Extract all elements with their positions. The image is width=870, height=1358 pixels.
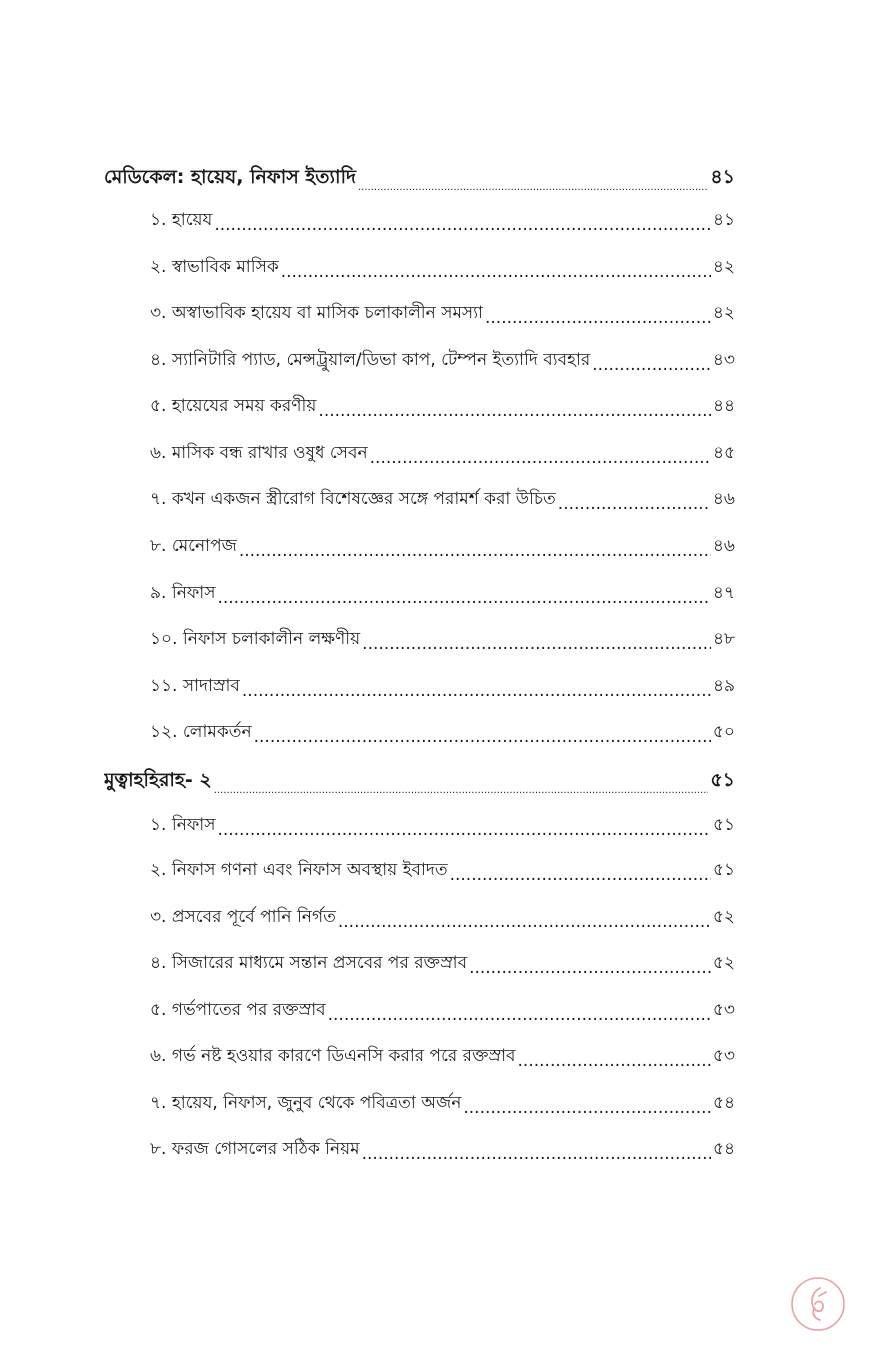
page-number: ৪৫: [712, 443, 735, 463]
page-number: ৫২: [712, 907, 735, 927]
toc-entry[interactable]: [150, 857, 735, 885]
toc-entry[interactable]: [150, 626, 735, 654]
dot-leader: [239, 541, 711, 561]
toc-entry[interactable]: [150, 254, 735, 282]
publisher-logo-icon: [790, 1276, 846, 1332]
page-number: ৫৩: [712, 1000, 735, 1020]
dot-leader: [281, 262, 711, 282]
page-number: ৪১: [710, 166, 735, 188]
entry-title: ৯. নিফাস: [150, 583, 216, 603]
dot-leader: [338, 912, 711, 932]
page-number: ৫০: [712, 722, 735, 742]
page-number: ৪২: [712, 257, 735, 277]
page-number: ৪১: [712, 210, 735, 230]
dot-leader: [214, 784, 709, 798]
entry-title: ৮. মেনোপজ: [150, 536, 237, 556]
entry-title: ৭. হায়েয, নিফাস, জুনুব থেকে পবিত্রতা অর্জন: [150, 1093, 462, 1113]
entry-title: ৩. প্রসবের পূর্বে পানি নির্গত: [150, 907, 336, 927]
toc-entry[interactable]: [150, 997, 735, 1025]
dot-leader: [217, 588, 710, 608]
entry-title: ২. স্বাভাবিক মাসিক: [150, 257, 279, 277]
entry-title: ৬. গর্ভ নষ্ট হওয়ার কারণে ডিএনসি করার পরে রক্তস্রাব: [150, 1046, 516, 1066]
toc-entry[interactable]: [150, 533, 735, 561]
dot-leader: [217, 820, 711, 840]
toc-entry[interactable]: [150, 300, 735, 328]
page-number: ৪৬: [712, 489, 735, 509]
dot-leader: [450, 865, 711, 885]
entry-title: ৪. স্যানিটারি প্যাড, মেন্সট্রুয়াল/ডিভা কাপ, টেম্পন ইত্যাদি ব্যবহার: [150, 350, 591, 370]
dot-leader: [362, 1144, 711, 1164]
page-number: ৪৯: [712, 676, 735, 696]
entry-title: ৪. সিজারের মাধ্যমে সন্তান প্রসবের পর রক্তস্রাব: [150, 953, 468, 973]
dot-leader: [558, 494, 711, 514]
page-number: ৪৩: [712, 350, 735, 370]
toc-entry[interactable]: [150, 1090, 735, 1118]
dot-leader: [318, 401, 711, 421]
dot-leader: [214, 215, 711, 235]
dot-leader: [485, 308, 711, 328]
page-number: ৪৬: [712, 536, 735, 556]
section-title: মুত্বাহহিরাহ- ২: [104, 769, 212, 791]
entry-title: ৭. কখন একজন স্ত্রীরোগ বিশেষজ্ঞের সঙ্গে পরামর্শ করা উচিত: [150, 489, 556, 509]
page-number: ৫১: [712, 815, 735, 835]
page-number: ৪৭: [712, 583, 735, 603]
entry-title: ১২. লোমকর্তন: [150, 722, 252, 742]
entry-title: ৫. গর্ভপাতের পর রক্তস্রাব: [150, 1000, 326, 1020]
toc-entry[interactable]: [150, 1043, 735, 1071]
dot-leader: [242, 681, 711, 701]
toc-entry[interactable]: [150, 207, 735, 235]
entry-title: ২. নিফাস গণনা এবং নিফাস অবস্থায় ইবাদত: [150, 860, 448, 880]
dot-leader: [469, 958, 711, 978]
page-number: ৫১: [712, 860, 735, 880]
entry-title: ৬. মাসিক বন্ধ রাখার ওষুধ সেবন: [150, 443, 368, 463]
page-number: ৪২: [712, 303, 735, 323]
toc-entry[interactable]: [150, 393, 735, 421]
dot-leader: [370, 448, 711, 468]
toc-entry[interactable]: [150, 812, 735, 840]
page-number: ৫১: [710, 769, 735, 791]
toc-entry[interactable]: [150, 904, 735, 932]
toc-entry[interactable]: [150, 719, 735, 747]
page-number: ৪৮: [712, 629, 735, 649]
entry-title: ৮. ফরজ গোসলের সঠিক নিয়ম: [150, 1139, 360, 1159]
entry-title: ৫. হায়েযের সময় করণীয়: [150, 396, 317, 416]
dot-leader: [254, 727, 711, 747]
toc-section-heading[interactable]: [104, 163, 735, 195]
page-number: ৪৪: [712, 396, 735, 416]
page-number: ৫২: [712, 953, 735, 973]
dot-leader: [463, 1098, 711, 1118]
page-number: ৫৪: [712, 1139, 735, 1159]
toc-entry[interactable]: [150, 486, 735, 514]
toc-entry[interactable]: [150, 440, 735, 468]
entry-title: ৩. অস্বাভাবিক হায়েয বা মাসিক চলাকালীন সমস্যা: [150, 303, 483, 323]
entry-title: ১০. নিফাস চলাকালীন লক্ষণীয়: [150, 629, 361, 649]
entry-title: ১. হায়েয: [150, 210, 213, 230]
dot-leader: [592, 355, 711, 375]
toc-entry[interactable]: [150, 1136, 735, 1164]
dot-leader: [358, 181, 708, 195]
dot-leader: [328, 1005, 711, 1025]
toc-entry[interactable]: [150, 673, 735, 701]
section-title: মেডিকেল: হায়েয, নিফাস ইত্যাদি: [104, 166, 356, 188]
dot-leader: [518, 1051, 711, 1071]
toc-entry[interactable]: [150, 580, 735, 608]
entry-title: ১১. সাদাস্রাব: [150, 676, 240, 696]
page-number: ৫৪: [712, 1093, 735, 1113]
page-number: ৫৩: [712, 1046, 735, 1066]
dot-leader: [362, 634, 711, 654]
entry-title: ১. নিফাস: [150, 815, 216, 835]
toc-section-heading[interactable]: [104, 766, 735, 798]
toc-entry[interactable]: [150, 950, 735, 978]
toc-entry[interactable]: [150, 347, 735, 375]
